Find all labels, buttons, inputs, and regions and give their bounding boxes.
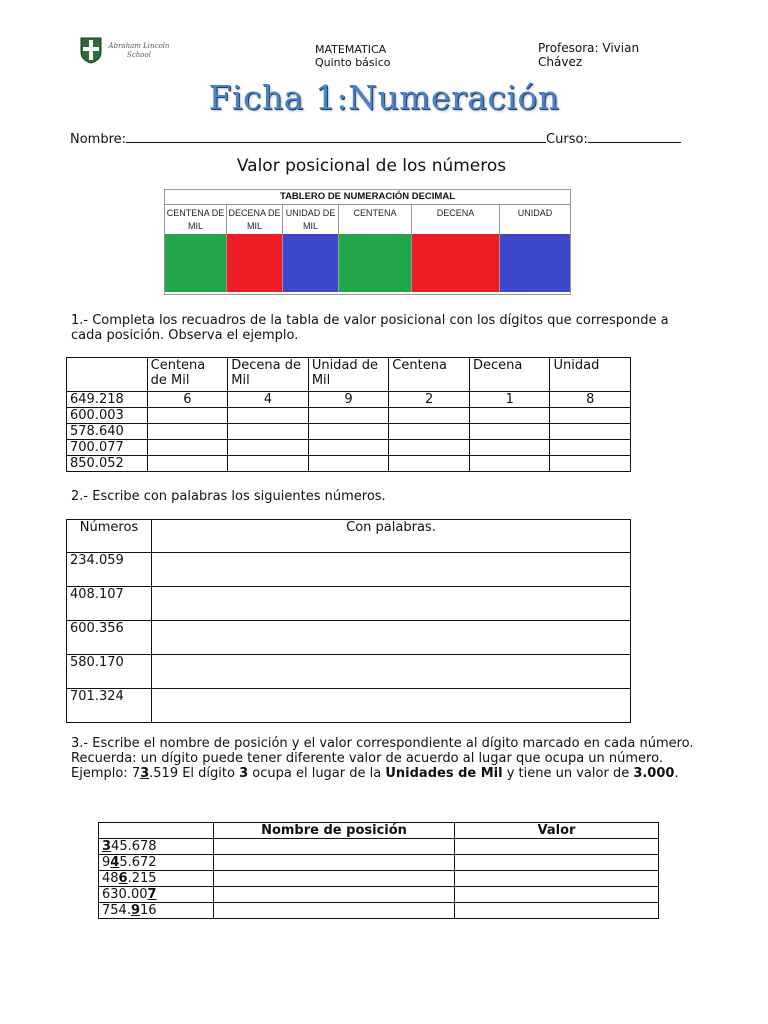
- number-part: 630.00: [102, 887, 148, 902]
- bold-place: Unidades de Mil: [385, 766, 503, 781]
- board-color-cell: [165, 234, 227, 292]
- board-label: DECENA: [412, 205, 500, 234]
- table-header: Con palabras.: [152, 520, 631, 553]
- bold-value: 3.000: [633, 766, 675, 781]
- answer-cell[interactable]: [147, 408, 228, 424]
- q1-instruction: 1.- Completa los recuadros de la tabla de valor posicional con los dígitos que corresponde a cada posición. Observa el ejemplo.: [71, 313, 669, 343]
- name-field[interactable]: [126, 131, 546, 143]
- board-label: UNIDAD DE MIL: [283, 205, 339, 234]
- table-row: [67, 621, 631, 655]
- answer-cell[interactable]: [469, 424, 550, 440]
- teacher-line-1: Profesora: Vivian: [538, 41, 640, 55]
- table-header: Decena de Mil: [228, 358, 309, 392]
- answer-cell[interactable]: [455, 887, 659, 903]
- board-colors: [165, 234, 570, 292]
- number-part: 45.678: [111, 839, 157, 854]
- number-part: 5.672: [119, 855, 157, 870]
- board-label: CENTENA: [339, 205, 412, 234]
- digit-cell: 2: [389, 392, 470, 408]
- number-cell: 600.356: [67, 621, 152, 655]
- subject: MATEMATICA: [315, 43, 387, 56]
- number-cell: 408.107: [67, 587, 152, 621]
- table-row: [99, 871, 659, 887]
- reminder-text: .: [674, 766, 679, 781]
- name-label: Nombre:: [70, 132, 127, 147]
- answer-cell[interactable]: [469, 456, 550, 472]
- answer-cell[interactable]: [214, 887, 455, 903]
- teacher-line-2: Chávez: [538, 55, 583, 69]
- board-color-cell: [412, 234, 500, 292]
- answer-cell[interactable]: [389, 456, 470, 472]
- student-fields: [70, 131, 700, 147]
- answer-cell[interactable]: [389, 440, 470, 456]
- table-row: [99, 903, 659, 919]
- number-cell: 578.640: [67, 424, 148, 440]
- answer-cell[interactable]: [455, 903, 659, 919]
- teacher-block: [538, 41, 718, 69]
- answer-cell[interactable]: [550, 424, 631, 440]
- table-header: [99, 823, 214, 839]
- table-header: Decena: [469, 358, 550, 392]
- number-part: 16: [140, 903, 157, 918]
- page-title: Ficha 1:Numeración: [208, 78, 560, 117]
- school-logo: [79, 36, 179, 66]
- board-color-cell: [227, 234, 283, 292]
- course-field[interactable]: [588, 131, 681, 143]
- logo-line-1: Abraham Lincoln: [108, 42, 170, 50]
- logo-line-2: School: [127, 51, 151, 59]
- answer-cell[interactable]: [308, 440, 388, 456]
- table-header: Nombre de posición: [214, 823, 455, 839]
- table-row: [99, 855, 659, 871]
- table-row: [67, 408, 631, 424]
- board-color-cell: [339, 234, 412, 292]
- number-cell: 850.052: [67, 456, 148, 472]
- example-marked-digit: 3: [140, 766, 150, 781]
- answer-cell[interactable]: [455, 839, 659, 855]
- school-crest-icon: [79, 36, 103, 64]
- table-header: Centena: [389, 358, 470, 392]
- table-row: [67, 553, 631, 587]
- marked-digit: 6: [118, 871, 128, 886]
- number-part: .215: [127, 871, 157, 886]
- section-subtitle: Valor posicional de los números: [236, 156, 507, 176]
- marked-digit: 7: [147, 887, 157, 902]
- answer-cell[interactable]: [214, 903, 455, 919]
- answer-cell[interactable]: [214, 871, 455, 887]
- table-row: [67, 456, 631, 472]
- reminder-text: Recuerda: un dígito puede tener diferente valor de acuerdo al lugar que ocupa un número. Ejemplo: 7: [71, 751, 663, 781]
- subject-block: [315, 43, 391, 69]
- q3-table: [98, 822, 659, 919]
- answer-cell[interactable]: [147, 456, 228, 472]
- table-row: [67, 392, 631, 408]
- answer-cell[interactable]: [469, 440, 550, 456]
- answer-cell[interactable]: [147, 440, 228, 456]
- answer-cell[interactable]: [228, 424, 309, 440]
- q3-instruction: [71, 736, 701, 781]
- board-color-cell: [500, 234, 570, 292]
- answer-cell[interactable]: [152, 655, 631, 689]
- number-cell: 600.003: [67, 408, 148, 424]
- number-part: 9: [102, 855, 111, 870]
- table-row: [99, 839, 659, 855]
- number-part: 754.: [102, 903, 131, 918]
- answer-cell[interactable]: [214, 855, 455, 871]
- digit-cell: 9: [308, 392, 388, 408]
- board-heading: TABLERO DE NUMERACIÓN DECIMAL: [165, 190, 570, 205]
- number-cell: 701.324: [67, 689, 152, 723]
- bold-digit: 3: [239, 766, 249, 781]
- number-cell: [99, 855, 214, 871]
- table-header: Unidad: [550, 358, 631, 392]
- digit-cell: 1: [469, 392, 550, 408]
- marked-digit: 4: [110, 855, 120, 870]
- answer-cell[interactable]: [469, 408, 550, 424]
- answer-cell[interactable]: [152, 587, 631, 621]
- board-label: DECENA DE MIL: [227, 205, 283, 234]
- number-cell: [99, 903, 214, 919]
- number-cell: [99, 887, 214, 903]
- board-label: CENTENA DE MIL: [165, 205, 227, 234]
- table-header: [67, 358, 148, 392]
- table-header-row: [67, 520, 631, 553]
- table-row: [67, 689, 631, 723]
- number-cell: [99, 871, 214, 887]
- answer-cell[interactable]: [152, 553, 631, 587]
- number-cell: 649.218: [67, 392, 148, 408]
- course-label: Curso:: [546, 132, 588, 147]
- table-row: [67, 424, 631, 440]
- table-header-row: [99, 823, 659, 839]
- board-labels: [165, 205, 570, 234]
- table-header: Unidad de Mil: [308, 358, 388, 392]
- q2-table: [66, 519, 631, 723]
- answer-cell[interactable]: [550, 408, 631, 424]
- table-row: [99, 887, 659, 903]
- answer-cell[interactable]: [308, 408, 388, 424]
- digit-cell: 6: [147, 392, 228, 408]
- table-header: Centena de Mil: [147, 358, 228, 392]
- number-cell: 700.077: [67, 440, 148, 456]
- q3-instruction-line: 3.- Escribe el nombre de posición y el valor correspondiente al dígito marcado en cada número.: [71, 736, 694, 751]
- table-row: [67, 587, 631, 621]
- answer-cell[interactable]: [228, 456, 309, 472]
- table-header: Números: [67, 520, 152, 553]
- table-row: [67, 440, 631, 456]
- number-cell: 580.170: [67, 655, 152, 689]
- table-header: Valor: [455, 823, 659, 839]
- number-part: 48: [102, 871, 119, 886]
- answer-cell[interactable]: [228, 440, 309, 456]
- answer-cell[interactable]: [308, 424, 388, 440]
- answer-cell[interactable]: [550, 456, 631, 472]
- numeration-board: [164, 189, 571, 295]
- answer-cell[interactable]: [147, 424, 228, 440]
- digit-cell: 4: [228, 392, 309, 408]
- reminder-text: y tiene un valor de: [502, 766, 634, 781]
- table-header-row: [67, 358, 631, 392]
- q1-table: [66, 357, 631, 472]
- reminder-text: ocupa el lugar de la: [248, 766, 386, 781]
- answer-cell[interactable]: [455, 871, 659, 887]
- digit-cell: 8: [550, 392, 631, 408]
- answer-cell[interactable]: [389, 408, 470, 424]
- board-label: UNIDAD: [517, 208, 553, 218]
- board-color-cell: [283, 234, 339, 292]
- answer-cell[interactable]: [214, 839, 455, 855]
- answer-cell[interactable]: [308, 456, 388, 472]
- answer-cell[interactable]: [389, 424, 470, 440]
- number-cell: 234.059: [67, 553, 152, 587]
- answer-cell[interactable]: [152, 689, 631, 723]
- marked-digit: 3: [102, 839, 112, 854]
- q3-reminder: [71, 751, 701, 781]
- grade: Quinto básico: [315, 56, 391, 69]
- marked-digit: 9: [130, 903, 140, 918]
- number-cell: [99, 839, 214, 855]
- table-row: [67, 655, 631, 689]
- answer-cell[interactable]: [228, 408, 309, 424]
- answer-cell[interactable]: [550, 440, 631, 456]
- q2-instruction: 2.- Escribe con palabras los siguientes números.: [71, 489, 386, 504]
- answer-cell[interactable]: [455, 855, 659, 871]
- answer-cell[interactable]: [152, 621, 631, 655]
- reminder-text: .519 El dígito: [149, 766, 240, 781]
